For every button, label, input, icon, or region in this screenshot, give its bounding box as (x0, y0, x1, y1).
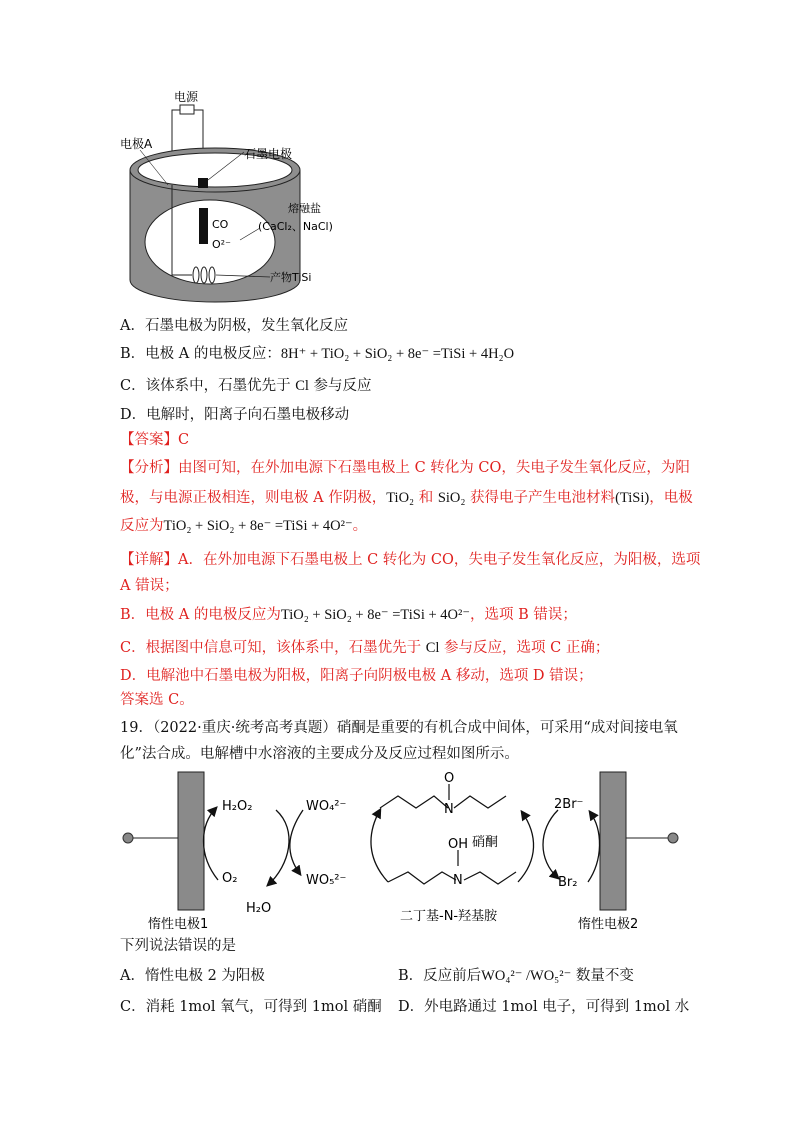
q19-option-b-pre: B．反应前后 (398, 968, 482, 984)
q18-analysis-line1: 【分析】由图可知，在外加电源下石墨电极上 C 转化为 CO，失电子发生氧化反应，为阳 (120, 460, 690, 476)
analysis-tio2: TiO₂ (386, 490, 415, 506)
nitrone-structure (380, 784, 506, 808)
q19-option-b (398, 966, 634, 986)
molten-salt-formula: (CaCl₂、NaCl) (258, 220, 333, 233)
detail-b-text: B．电极 A 的电极反应为 (120, 607, 281, 623)
bromide-label: 2Br⁻ (554, 797, 584, 812)
inert-electrode-2 (600, 772, 626, 910)
q19-option-b-ions: WO₄²⁻ /WO₅²⁻ (481, 968, 572, 984)
paired-electrolysis-diagram (118, 770, 688, 930)
electrolysis-cell-diagram (110, 90, 360, 310)
nitrone-label: 硝酮 (472, 835, 499, 850)
analysis-text2: 获得电子产生电池材料 (465, 490, 616, 506)
wo5-label: WO₅²⁻ (306, 873, 347, 888)
detail-c-text: C．根据图中信息可知，该体系中，石墨优先于 (120, 640, 422, 656)
q18-option-c-text: C．该体系中，石墨优先于 (120, 378, 291, 394)
hydroxylamine-n-atom: N (453, 873, 463, 888)
q19-stem-line1: 19．（2022·重庆·统考高考真题）硝酮是重要的有机合成中间体，可采用“成对间接电氧 (120, 720, 678, 736)
graphite-label: 石墨电极 (244, 147, 293, 161)
detail-c-cl: Cl (425, 640, 440, 656)
hydroxylamine-oh: OH (448, 837, 469, 852)
terminal-left (123, 833, 133, 843)
q18-option-c-cl: Cl (295, 378, 309, 394)
q19-option-a: A．惰性电极 2 为阳极 (120, 968, 265, 984)
analysis-text: 极，与电源正极相连，则电极 A 作阴极， (120, 490, 387, 506)
h2o2-label: H₂O₂ (222, 799, 253, 814)
q18-analysis-line2 (120, 488, 693, 508)
detail-b-equation: TiO₂ + SiO₂ + 8e⁻ =TiSi + 4O²⁻ (280, 607, 470, 623)
q18-option-c-tail: 参与反应 (313, 378, 372, 394)
electrode-1-label: 惰性电极1 (148, 917, 209, 930)
q19-option-b-post: 数量不变 (575, 968, 634, 984)
h2o-label: H₂O (246, 901, 272, 916)
q18-option-d: D．电解时，阳离子向石墨电极移动 (120, 407, 350, 423)
q18-analysis-line3 (120, 516, 367, 536)
analysis-and: 和 (414, 490, 438, 506)
product-label: 产物TiSi (270, 271, 312, 284)
analysis-sio2: SiO₂ (437, 490, 466, 506)
q18-conclusion: 答案选 C。 (120, 692, 194, 708)
analysis-tisi: (TiSi) (615, 490, 650, 506)
q18-detail-line2: A 错误； (120, 578, 179, 594)
wo4-label: WO₄²⁻ (306, 799, 347, 814)
q19-option-c: C．消耗 1mol 氧气，可得到 1mol 硝酮 (120, 999, 382, 1015)
analysis-text4: 反应为 (120, 518, 164, 534)
detail-c-tail: 参与反应，选项 C 正确； (444, 640, 610, 656)
molten-salt-window (145, 200, 275, 284)
hydroxylamine-label: 二丁基-N-羟基胺 (400, 909, 498, 924)
q19-option-d: D．外电路通过 1mol 电子，可得到 1mol 水 (398, 999, 690, 1015)
molten-salt-label: 熔融盐 (288, 202, 321, 215)
q18-option-b-prefix: B．电极 A 的电极反应： (120, 346, 281, 362)
analysis-text3: ，电极 (649, 490, 693, 506)
q18-option-b-equation: 8H⁺ + TiO₂ + SiO₂ + 8e⁻ =TiSi + 4H₂O (280, 346, 515, 362)
electrode-a-label: 电极A (120, 137, 153, 151)
q19-stem-line2: 化”法合成。电解槽中水溶液的主要成分及反应过程如图所示。 (120, 746, 519, 762)
graphite-block (198, 178, 208, 188)
q18-option-a: A．石墨电极为阴极，发生氧化反应 (120, 318, 348, 334)
hydroxylamine-structure (388, 850, 516, 884)
q18-detail-d: D．电解池中石墨电极为阳极，阳离子向阴极电极 A 移动，选项 D 错误； (120, 668, 593, 684)
q18-option-b (120, 344, 514, 364)
q18-answer: 【答案】C (120, 432, 190, 448)
q18-option-c (120, 376, 372, 396)
co-label: CO (212, 218, 229, 231)
analysis-period: 。 (352, 518, 368, 534)
nitrone-o-atom: O (444, 771, 455, 786)
bromine-label: Br₂ (558, 875, 578, 890)
q18-detail-line1: 【详解】A．在外加电源下石墨电极上 C 转化为 CO，失电子发生氧化反应，为阳极，选项 (120, 552, 701, 568)
terminal-right (668, 833, 678, 843)
q19-prompt: 下列说法错误的是 (120, 938, 236, 954)
nitrone-n-atom: N (444, 802, 454, 817)
graphite-rod (199, 208, 208, 244)
detail-b-tail: ，选项 B 错误； (470, 607, 577, 623)
electrode-2-label: 惰性电极2 (578, 917, 639, 930)
power-source-box (180, 105, 194, 114)
inert-electrode-1 (178, 772, 204, 910)
analysis-equation: TiO₂ + SiO₂ + 8e⁻ =TiSi + 4O²⁻ (163, 518, 353, 534)
oxide-ion-label: O²⁻ (212, 238, 231, 251)
q18-detail-c (120, 638, 609, 658)
power-source-label: 电源 (174, 90, 199, 104)
q18-detail-b (120, 605, 577, 625)
o2-label: O₂ (222, 871, 238, 886)
